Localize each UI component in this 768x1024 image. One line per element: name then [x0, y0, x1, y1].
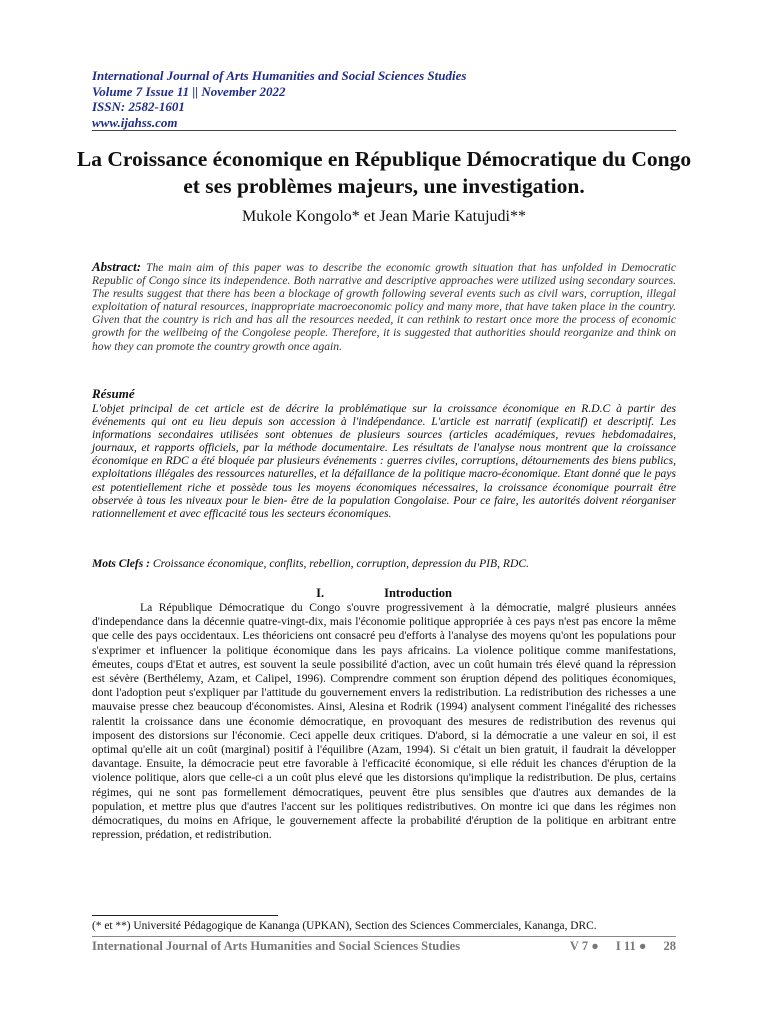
journal-url[interactable]: www.ijahss.com	[92, 114, 178, 130]
footer-issue: I 11 ●	[615, 939, 647, 953]
abstract	[92, 260, 676, 353]
footer-divider	[92, 936, 676, 937]
page-number: 28	[663, 939, 676, 953]
keywords	[92, 557, 676, 570]
section-number: I.	[316, 586, 325, 600]
abstract-label: Abstract:	[92, 259, 142, 274]
footer-journal: International Journal of Arts Humanities and Social Sciences Studies	[92, 939, 461, 953]
resume-text: L'objet principal de cet article est de décrire la problématique sur la croissance économique en R.D.C à partir des événements qui ont eu lieu depuis son accession à l'indépendance. L'article est narratif (explicatif) et descriptif. Les informations secondaires utilisées sont obtenues de plusieurs sources (articles académiques, revues hebdomadaires, journaux, et rapports officiels, par la méthode documentaire. Les résultats de l'analyse nous montrent que la croissance économique en RDC a été bloquée par plusieurs événements : guerres civiles, corruptions, détournements des biens publics, exploitations illégales des ressources naturelles, et la défaillance de la politique macro-économique. Etant donné que le pays est potentiellement riche et possède tous les moyens économiques nécessaires, la croissance économique pourrait être observée à tous les niveaux pour le bien- être de la population Congolaise. Pour ce faire, les autorités doivent réorganiser rationnellement et avec efficacité tous les secteurs économiques.	[92, 402, 676, 520]
journal-name: International Journal of Arts Humanities and Social Sciences Studies	[92, 68, 467, 83]
footer-page-info	[556, 939, 676, 954]
footnote-divider	[92, 915, 278, 916]
authors: Mukole Kongolo* et Jean Marie Katujudi**	[242, 208, 526, 225]
page-footer	[92, 939, 676, 954]
introduction-paragraph: La République Démocratique du Congo s'ouvre progressivement à la démocratie, malgré plusieurs années d'independance dans la décennie quatre-vingt-dix, mais l'économie politique appropriée à ces pays n'est pas encore la même que celle des pays occidentaux. Les théoriciens ont consacré peu d'efforts à l'analyse des moyens qu'ont les populations pour s'exprimer et influencer la politique économique dans les pays africains. La violence politique comme manifestations, émeutes, coups d'Etat et autres, est souvent la seule possibilité d'action, avec un coût humain trés élevé quand la répression est sévère (Berthélemy, Azam, et Calipel, 1996). Comprendre comment son éruption dépend des politiques économiques, dont l'adoption peut s'expliquer par l'attitude du gouvernement envers la redistribution. La redistribution des richesses a une mauvaise presse chez beaucoup d'économistes. Ainsi, Alesina et Rodrik (1994) analysent comment l'inégalité des richesses ralentit la croissance dans une économie démocratique, en provoquant des mesures de redistribution des revenus qui imposent des distorsions sur l'économie. Ceci appelle deux critiques. D'abord, si la démocratie a une valeur en soi, il est optimal qu'elle ait un coût (marginal) positif à l'équilibre (Azam, 1994). Si c'était un bien gratuit, il faudrait la développer davantage. Ensuite, la démocracie peut etre favorable à l'efficacité économique, si elle réduit les chances d'éruption de la violence politique, alors que celle-ci a un coût plus elevé que les distorsions qu'implique la redistribution. De plus, certains régimes, qui ne sont pas formellement démocratiques, peuvent être plus sensibles que d'autres aux demandes de la population, et mettre plus que d'autres l'accent sur les politiques redistributives. On montre ici que dans les régimes non démocratiques, du moins en Afrique, le gouvernement affecte la probabilité d'éruption de la politique en arbitrant entre repression, prédation, et redistribution.	[92, 601, 676, 842]
section-heading	[92, 586, 676, 601]
footnote: (* et **) Université Pédagogique de Kananga (UPKAN), Section des Sciences Commerciales, Kananga, DRC.	[92, 920, 597, 932]
volume-issue: Volume 7 Issue 11 || November 2022	[92, 83, 286, 99]
journal-header	[92, 68, 466, 130]
abstract-text: The main aim of this paper was to describe the economic growth situation that has unfolded in Democratic Republic of Congo since its independence. Both narrative and descriptive approaches were utilized using secondary sources. The results suggest that there has been a blockage of growth following several events such as civil wars, corruption, illegal exploitation of natural resources, inappropriate macroeconomic policy and many more, that have taken place in the country. Given that the country is rich and has all the resources needed, it can rethink to restart once more the process of economic growth for the wellbeing of the Congolese people. Therefore, it is suggested that authorities should reorganize and think on how they can promote the country growth once again.	[92, 261, 676, 353]
header-divider	[92, 130, 676, 131]
resume-heading: Résumé	[92, 386, 135, 401]
footer-volume: V 7 ●	[569, 939, 599, 953]
keywords-text: Croissance économique, conflits, rebellion, corruption, depression du PIB, RDC.	[152, 557, 529, 570]
keywords-label: Mots Clefs :	[92, 557, 150, 570]
introduction-body	[92, 601, 676, 842]
issn: ISSN: 2582-1601	[92, 99, 185, 114]
paper-title: La Croissance économique en République Démocratique du Congo et ses problèmes majeurs, une investigation.	[76, 147, 692, 198]
section-title: Introduction	[384, 586, 452, 600]
